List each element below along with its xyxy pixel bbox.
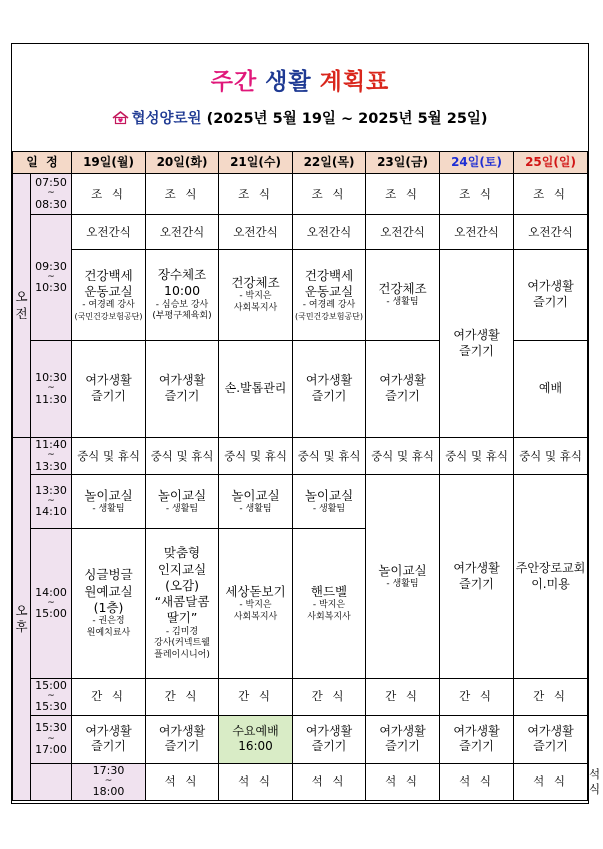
leisure-line: 즐기기	[91, 739, 126, 754]
worship-cell: 예배	[514, 341, 588, 438]
activity-note: - 생활팀	[239, 503, 272, 514]
time-start: 15:30	[35, 721, 67, 735]
leisure-line: 여가생활	[158, 373, 206, 388]
time-cell: 15:30 ~ 17:00	[31, 715, 72, 763]
time-cell: 07:50 ~ 08:30	[31, 174, 72, 215]
dinner-cell: 석 식	[440, 763, 514, 800]
title-word-3: 계획표	[319, 69, 390, 95]
dinner-cell: 석 식	[219, 763, 293, 800]
activity-note: - 여경례 강사	[302, 300, 356, 311]
period-am: 오 전	[13, 174, 31, 438]
activity-title: 수요예배	[232, 723, 279, 738]
leisure-line: 즐기기	[459, 576, 494, 591]
activity-note: 플레이시니어)	[154, 649, 210, 660]
snack-am-cell: 오전간식	[146, 215, 219, 250]
wed-worship-cell	[219, 715, 293, 763]
play-cell	[146, 475, 219, 529]
activity-note: - 심승보 강사	[155, 299, 209, 310]
leisure-cell	[514, 715, 588, 763]
table-row	[13, 174, 588, 215]
leisure-line: 즐기기	[385, 739, 420, 754]
snack-pm-cell: 간 식	[146, 679, 219, 716]
activity-note: (부평구체육회)	[152, 311, 212, 322]
breakfast-cell: 조 식	[219, 174, 293, 215]
time-end: 15:00	[35, 607, 67, 621]
table-row	[13, 475, 588, 529]
day-header-wed: 21일(수)	[219, 152, 293, 174]
activity-note: - 생활팀	[386, 578, 419, 589]
activity-title: 건강백세	[304, 267, 354, 283]
activity-title: 원예교실	[84, 583, 133, 599]
dinner-cell: 석 식	[293, 763, 366, 800]
table-row	[13, 215, 588, 250]
activity-cell	[146, 250, 219, 341]
activity-title: 놀이교실	[304, 487, 354, 503]
activity-note: - 박지은	[239, 291, 272, 302]
breakfast-cell: 조 식	[366, 174, 440, 215]
church-cell	[514, 475, 588, 679]
leisure-cell	[440, 250, 514, 438]
breakfast-cell: 조 식	[514, 174, 588, 215]
leisure-cell	[293, 715, 366, 763]
leisure-cell	[440, 475, 514, 679]
day-header-thu: 22일(목)	[293, 152, 366, 174]
day-header-sat: 24일(토)	[440, 152, 514, 174]
activity-note: (국민건강보험공단)	[294, 311, 364, 321]
leisure-cell	[293, 341, 366, 438]
leisure-line: 여가생활	[158, 723, 206, 738]
table-row: 17:30 ~ 18:00 석 식 석 식 석 식 석 식 석 식 석 식 석 식	[13, 763, 588, 800]
lunch-cell: 중식 및 휴식	[440, 438, 514, 475]
activity-title: 싱글벙글	[84, 567, 133, 583]
time-cell: 11:40 ~ 13:30	[31, 438, 72, 475]
time-cell: 09:30 ~ 10:30	[31, 215, 72, 341]
snack-pm-cell: 간 식	[72, 679, 146, 716]
time-cell: 14:00 ~ 15:00	[31, 529, 72, 679]
leisure-line: 즐기기	[459, 343, 494, 358]
activity-title: 맞춤형	[163, 545, 201, 561]
leisure-line: 여가생활	[305, 723, 353, 738]
activity-title: 이.미용	[531, 576, 570, 591]
leisure-line: 여가생활	[453, 327, 500, 342]
activity-cell	[219, 529, 293, 679]
snack-pm-cell: 간 식	[440, 679, 514, 716]
activity-title: 놀이교실	[378, 562, 427, 578]
activity-note: (국민건강보험공단)	[74, 311, 143, 321]
snack-pm-cell: 간 식	[514, 679, 588, 716]
activity-note: 사회복지사	[233, 611, 278, 622]
lunch-cell: 중식 및 휴식	[293, 438, 366, 475]
lunch-cell: 중식 및 휴식	[146, 438, 219, 475]
time-end: 14:10	[35, 505, 67, 519]
activity-title: 놀이교실	[84, 487, 133, 503]
period-pm: 오 후	[13, 438, 31, 801]
time-end: 13:30	[35, 459, 67, 473]
activity-note: - 생활팀	[165, 503, 199, 514]
time-cell: 10:30 ~ 11:30	[31, 341, 72, 438]
leisure-line: 즐기기	[533, 739, 568, 754]
schedule-frame	[11, 43, 603, 804]
date-range: (2025년 5월 19일 ~ 2025년 5월 25일)	[206, 111, 488, 127]
activity-title: 인지교실	[157, 561, 207, 577]
snack-am-cell: 오전간식	[219, 215, 293, 250]
activity-title: 핸드벨	[310, 583, 348, 599]
leisure-line: 즐기기	[385, 389, 420, 403]
time-end: 08:30	[35, 197, 67, 211]
leisure-cell	[366, 715, 440, 763]
leisure-line: 여가생활	[527, 279, 574, 294]
activity-title: 놀이교실	[231, 487, 280, 503]
snack-am-cell: 오전간식	[72, 215, 146, 250]
activity-note: 강사(커넥트웰	[154, 638, 210, 649]
activity-title: 놀이교실	[157, 487, 207, 503]
activity-title: (오감)	[165, 577, 199, 593]
activity-note: - 생활팀	[386, 297, 419, 308]
activity-note: - 김미경	[165, 626, 199, 637]
leisure-cell	[366, 341, 440, 438]
activity-note: - 생활팀	[92, 503, 125, 514]
handfoot-cell: 손.발톱관리	[219, 341, 293, 438]
activity-note: - 박지은	[239, 599, 272, 610]
table-row	[13, 715, 588, 763]
activity-title: 건강백세	[84, 267, 133, 283]
activity-title: 건강체조	[231, 275, 280, 291]
time-start: 13:30	[35, 483, 67, 497]
table-row	[13, 679, 588, 716]
activity-cell	[293, 529, 366, 679]
leisure-line: 여가생활	[305, 373, 353, 388]
snack-pm-cell: 간 식	[219, 679, 293, 716]
header-label: 일 정	[13, 152, 72, 174]
activity-title: 주안장로교회	[515, 560, 586, 575]
play-cell	[72, 475, 146, 529]
activity-cell	[72, 250, 146, 341]
play-cell	[293, 475, 366, 529]
dinner-cell: 석 식	[146, 763, 219, 800]
time-start: 17:30	[92, 763, 125, 777]
table-header-row	[13, 152, 588, 174]
house-heart-logo-icon	[112, 111, 129, 124]
activity-cell	[366, 250, 440, 341]
org-name: 협성양로원	[131, 111, 202, 127]
dinner-cell: 석 식	[366, 763, 440, 800]
time-start: 09:30	[35, 259, 67, 273]
table-row	[13, 250, 588, 341]
time-start: 10:30	[35, 371, 67, 385]
leisure-line: 여가생활	[379, 373, 426, 388]
day-header-mon: 19일(월)	[72, 152, 146, 174]
leisure-line: 여가생활	[379, 723, 426, 738]
activity-title: 건강체조	[378, 281, 427, 297]
lunch-cell: 중식 및 휴식	[514, 438, 588, 475]
activity-title: 10:00	[164, 283, 201, 299]
time-cell: 17:30 ~ 18:00	[72, 763, 146, 800]
leisure-line: 즐기기	[533, 295, 568, 309]
leisure-line: 여가생활	[453, 723, 500, 738]
page-title	[12, 63, 588, 96]
time-start: 15:00	[35, 679, 67, 692]
period-blank	[31, 763, 72, 800]
snack-am-cell: 오전간식	[514, 215, 588, 250]
leisure-cell	[440, 715, 514, 763]
leisure-line: 즐기기	[459, 739, 494, 754]
leisure-cell	[146, 341, 219, 438]
lunch-cell: 중식 및 휴식	[219, 438, 293, 475]
page-subtitle	[12, 107, 588, 128]
time-cell: 15:00 ~ 15:30	[31, 679, 72, 716]
play-cell	[366, 475, 440, 679]
breakfast-cell: 조 식	[72, 174, 146, 215]
time-end: 11:30	[35, 392, 67, 406]
leisure-line: 여가생활	[85, 723, 132, 738]
activity-note: 원예치료사	[86, 627, 131, 638]
day-header-fri: 23일(금)	[366, 152, 440, 174]
time-start: 14:00	[35, 585, 67, 599]
title-word-2: 생활	[265, 69, 312, 95]
day-header-sun: 25일(일)	[514, 152, 588, 174]
dinner-cell: 석 식	[514, 763, 588, 800]
activity-cell	[219, 250, 293, 341]
lunch-cell: 중식 및 휴식	[72, 438, 146, 475]
time-end: 18:00	[92, 785, 125, 799]
activity-title: 운동교실	[304, 283, 354, 299]
leisure-line: 즐기기	[91, 389, 126, 403]
activity-title: 딸기”	[166, 610, 198, 626]
snack-pm-cell: 간 식	[293, 679, 366, 716]
leisure-line: 즐기기	[311, 739, 347, 754]
lunch-cell: 중식 및 휴식	[366, 438, 440, 475]
activity-note: 사회복지사	[307, 611, 351, 622]
leisure-line: 즐기기	[311, 389, 347, 403]
activity-note: 사회복지사	[233, 303, 278, 314]
activity-note: - 권은정	[92, 616, 125, 627]
leisure-cell	[514, 250, 588, 341]
leisure-line: 여가생활	[85, 373, 132, 388]
leisure-line: 즐기기	[164, 389, 200, 403]
leisure-line: 여가생활	[527, 723, 574, 738]
schedule-header	[12, 44, 588, 151]
activity-title: 세상돋보기	[225, 583, 286, 599]
activity-title: (1층)	[93, 599, 124, 615]
activity-note: - 박지은	[312, 599, 346, 610]
leisure-cell	[146, 715, 219, 763]
activity-note: - 생활팀	[312, 503, 346, 514]
day-header-tue: 20일(화)	[146, 152, 219, 174]
time-end: 15:30	[35, 700, 67, 714]
weekly-schedule-table	[12, 151, 603, 801]
activity-cell	[293, 250, 366, 341]
activity-title: 장수체조	[157, 267, 207, 283]
breakfast-cell: 조 식	[293, 174, 366, 215]
snack-pm-cell: 간 식	[366, 679, 440, 716]
breakfast-cell: 조 식	[440, 174, 514, 215]
snack-am-cell: 오전간식	[366, 215, 440, 250]
activity-cell	[72, 529, 146, 679]
table-row	[13, 438, 588, 475]
activity-title: 16:00	[238, 739, 273, 754]
activity-cell	[146, 529, 219, 679]
activity-title: “새콤달콤	[154, 594, 210, 610]
leisure-cell	[72, 341, 146, 438]
activity-note: - 여경례 강사	[82, 300, 135, 311]
breakfast-cell: 조 식	[146, 174, 219, 215]
snack-am-cell: 오전간식	[293, 215, 366, 250]
time-end: 17:00	[35, 742, 67, 756]
leisure-cell	[72, 715, 146, 763]
time-cell: 13:30 ~ 14:10	[31, 475, 72, 529]
activity-title: 운동교실	[84, 283, 133, 299]
leisure-line: 즐기기	[164, 739, 200, 754]
time-start: 07:50	[35, 176, 67, 190]
time-start: 11:40	[35, 438, 67, 452]
snack-am-cell: 오전간식	[440, 215, 514, 250]
play-cell	[219, 475, 293, 529]
time-end: 10:30	[35, 281, 67, 295]
title-word-1: 주간	[210, 69, 258, 95]
leisure-line: 여가생활	[453, 560, 500, 575]
